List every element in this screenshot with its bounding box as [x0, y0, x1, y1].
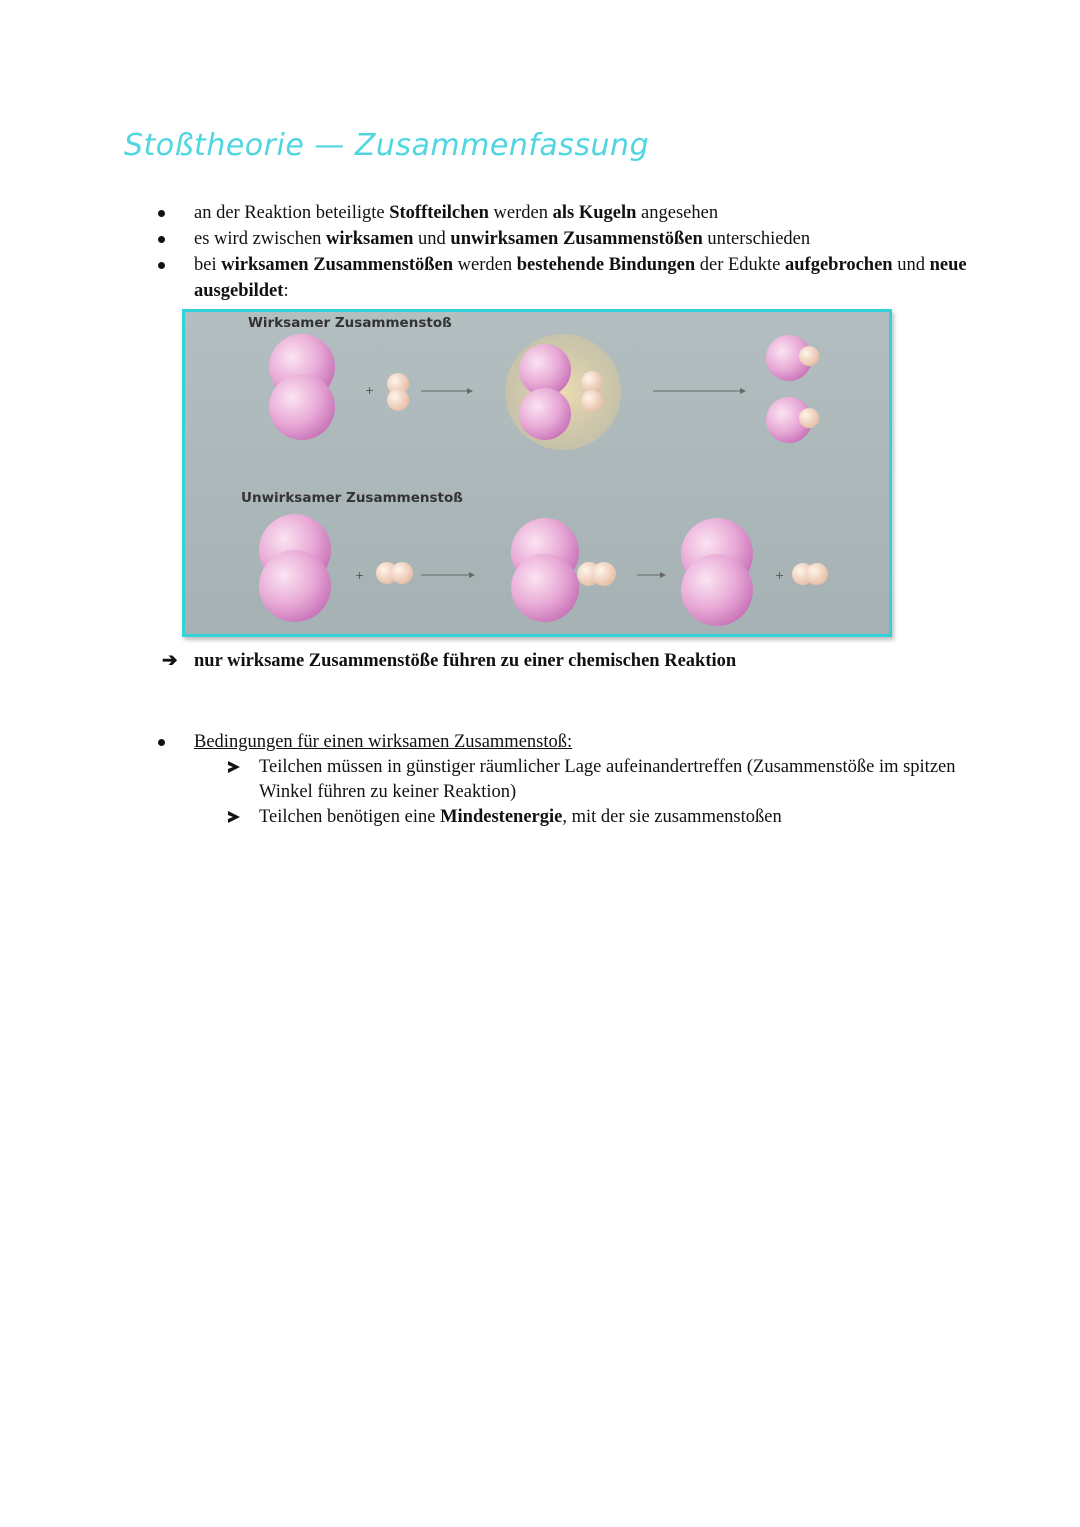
- text-run: und: [413, 229, 451, 249]
- arrowhead-bullet-icon: [228, 811, 240, 823]
- figure-label-ineffective: Unwirksamer Zusammenstoß: [241, 490, 463, 506]
- arrow-icon: [637, 572, 666, 578]
- reactant-molecule-small: [387, 373, 409, 411]
- text-run: es wird zwischen: [194, 229, 327, 249]
- product-molecule: [766, 397, 819, 443]
- text-run: der Edukte: [695, 255, 786, 275]
- bullet-item: [150, 252, 970, 304]
- reactant-molecule-large: [269, 334, 335, 440]
- collision-complex: [511, 518, 616, 622]
- plus-sign: +: [355, 569, 365, 582]
- figure-label-effective: Wirksamer Zusammenstoß: [248, 315, 452, 331]
- collision-illustration: [185, 312, 889, 634]
- reactant-molecule-large: [259, 514, 331, 622]
- text-run: angesehen: [636, 203, 719, 223]
- conclusion-text: nur wirksame Zusammenstöße führen zu einer chemischen Reaktion: [194, 651, 737, 671]
- bullet-list: [150, 200, 970, 304]
- conditions-heading-text: Bedingungen für einen wirksamen Zusammenstoß:: [194, 732, 573, 752]
- text-run: , mit der sie zusammenstoßen: [562, 807, 782, 827]
- condition-text: [259, 807, 782, 827]
- bold-text: aufgebrochen: [785, 255, 893, 275]
- arrow-right-icon: ➔: [162, 651, 178, 671]
- text-run: Teilchen müssen in günstiger räumlicher Lage aufeinandertreffen (Zusammenstöße im spitzen Winkel führen zu keiner Reaktion): [259, 757, 956, 802]
- conditions-heading: [150, 730, 970, 755]
- plus-sign: +: [775, 569, 785, 582]
- condition-item: [150, 755, 970, 805]
- arrowhead-bullet-icon: [228, 761, 240, 773]
- text-run: werden: [488, 203, 553, 223]
- bold-text: bestehende Bindungen: [516, 255, 696, 275]
- reactant-molecule-small: [376, 562, 413, 584]
- text-run: Teilchen benötigen eine: [259, 807, 441, 827]
- text-run: unterschieden: [702, 229, 811, 249]
- bold-text: wirksamen Zusammenstößen: [221, 255, 454, 275]
- condition-item: [150, 805, 970, 830]
- transition-state: [505, 334, 621, 450]
- bullet-dot-icon: [158, 210, 165, 217]
- bullet-text: [194, 203, 718, 223]
- bold-text: unwirksamen Zusammenstößen: [450, 229, 703, 249]
- text-run: werden: [453, 255, 517, 275]
- arrow-icon: [653, 388, 746, 394]
- bullet-dot-icon: [158, 236, 165, 243]
- arrow-icon: [421, 572, 475, 578]
- text-run: an der Reaktion beteiligte: [194, 203, 390, 223]
- conclusion: [162, 650, 736, 672]
- plus-sign: +: [365, 384, 375, 397]
- unchanged-molecule-large: [681, 518, 753, 626]
- text-run: und: [892, 255, 930, 275]
- conditions-section: [150, 730, 970, 830]
- unchanged-molecule-small: [792, 563, 828, 585]
- text-run: bei: [194, 255, 222, 275]
- bold-text: Stoffteilchen: [389, 203, 489, 223]
- bullet-item: [150, 200, 970, 226]
- product-molecule: [766, 335, 819, 381]
- collision-figure: [182, 309, 892, 637]
- bullet-dot-icon: [158, 262, 165, 269]
- bullet-text: [194, 229, 810, 249]
- text-run: :: [283, 281, 289, 301]
- page-title: Stoßtheorie — Zusammenfassung: [124, 128, 650, 163]
- bold-text: neue ausgebildet: [194, 255, 967, 301]
- bold-text: als Kugeln: [552, 203, 637, 223]
- bold-text: wirksamen: [326, 229, 414, 249]
- bullet-item: [150, 226, 970, 252]
- arrow-icon: [421, 388, 473, 394]
- bold-text: Mindestenergie: [440, 807, 563, 827]
- condition-text: [259, 757, 956, 802]
- bullet-text: [194, 255, 967, 301]
- bullet-dot-icon: [158, 739, 165, 746]
